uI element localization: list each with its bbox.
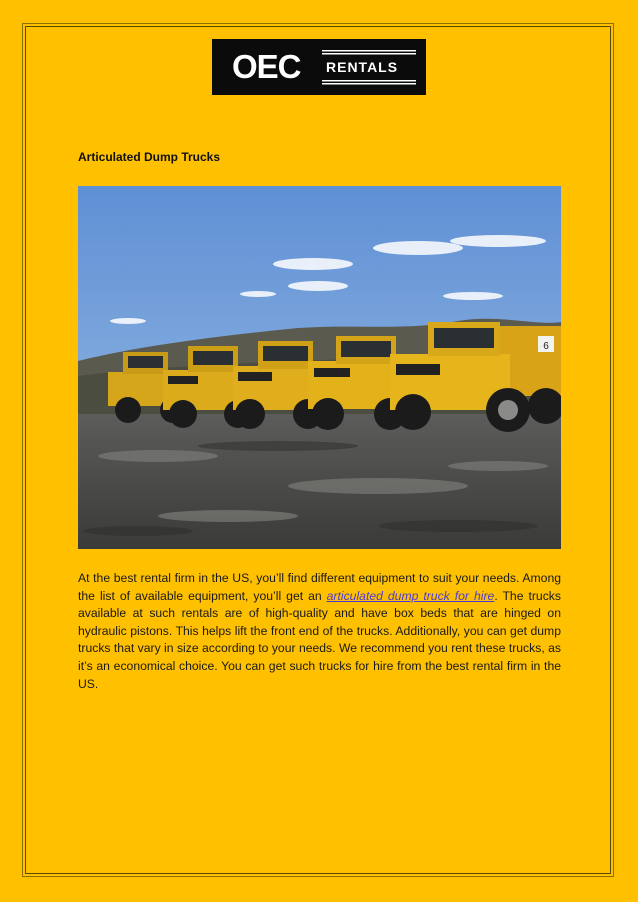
logo-brand: OEC [232,48,301,85]
paragraph-part1: At the best rental firm in the US, you’ll find different equipment to suit your needs. Among the list of available equipment, you’ll get an [78,571,561,603]
truck-number-label: 6 [543,341,549,352]
paragraph-part2: . The trucks available at such rentals are of high-quality and have box beds that are hinged on hydraulic pistons. This helps lift the front end of the trucks. Additionally, you can get dump trucks that vary in size according to your needs. We recommend you rent these trucks, as it’s an economical choice. You can get such trucks for hire from the best rental firm in the US. [78,588,561,691]
page-title: Articulated Dump Trucks [78,150,221,164]
oec-rentals-logo [212,39,426,95]
body-paragraph [78,570,561,693]
truck-fleet-photo [78,186,561,549]
logo-suffix: RENTALS [326,59,399,75]
articulated-dump-truck-link[interactable]: articulated dump truck for hire [326,588,495,603]
